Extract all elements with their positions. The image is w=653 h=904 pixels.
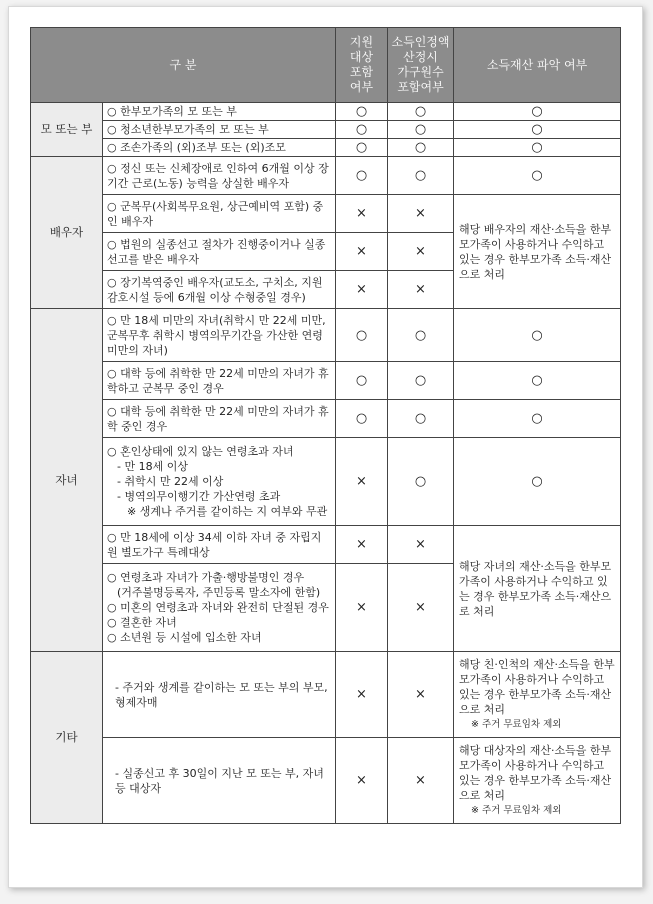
- sub-item: - 취학시 만 22세 이상: [117, 475, 224, 488]
- header-income: 소득인정액 산정시 가구원수 포함여부: [388, 28, 454, 103]
- sub-item: - 병역의무이행기간 가산연령 초과: [117, 490, 281, 503]
- header-support: 지원 대상 포함 여부: [336, 28, 388, 103]
- row-text: ○ 만 18세에 이상 34세 이하 자녀 중 자립지원 별도가구 특례대상: [103, 526, 336, 564]
- note-text: 해당 친·인척의 재산·소득을 한부모가족이 사용하거나 수익하고 있는 경우 한부모가족 소득·재산으로 처리: [459, 658, 615, 716]
- income-mark: ○: [388, 362, 454, 400]
- support-mark: ○: [336, 121, 388, 139]
- income-mark: ○: [388, 121, 454, 139]
- row-text: ○ 대학 등에 취학한 만 22세 미만의 자녀가 휴학 중인 경우: [103, 400, 336, 438]
- row-text: ○ 법원의 실종선고 절차가 진행중이거나 실종선고를 받은 배우자: [103, 233, 336, 271]
- table-row: [31, 139, 621, 157]
- sub-item: ○ 소년원 등 시설에 입소한 자녀: [107, 631, 262, 644]
- property-mark: ○: [454, 362, 621, 400]
- table-row: [31, 362, 621, 400]
- table-row: [31, 195, 621, 233]
- spouse-property-note: 해당 배우자의 재산·소득을 한부모가족이 사용하거나 수익하고 있는 경우 한부모가족 소득·재산으로 처리: [454, 195, 621, 309]
- table-row: [31, 400, 621, 438]
- table-row: [31, 309, 621, 362]
- support-mark: ×: [336, 195, 388, 233]
- row-text: ○ 한부모가족의 모 또는 부: [103, 103, 336, 121]
- row-text: ○ 대학 등에 취학한 만 22세 미만의 자녀가 휴학하고 군복무 중인 경우: [103, 362, 336, 400]
- support-mark: ×: [336, 271, 388, 309]
- support-mark: ×: [336, 652, 388, 738]
- table-row: [31, 157, 621, 195]
- income-mark: ○: [388, 157, 454, 195]
- income-mark: ○: [388, 309, 454, 362]
- header-category: 구 분: [31, 28, 336, 103]
- income-mark: ×: [388, 233, 454, 271]
- row-text: ○ 장기복역중인 배우자(교도소, 구치소, 지원 감호시설 등에 6개월 이상 수형중일 경우): [103, 271, 336, 309]
- income-mark: ○: [388, 139, 454, 157]
- support-mark: ○: [336, 157, 388, 195]
- support-mark: ○: [336, 309, 388, 362]
- support-mark: ×: [336, 233, 388, 271]
- sub-note: ※ 생계나 주거를 같이하는 지 여부와 무관: [127, 505, 328, 518]
- group-label-children: 자녀: [31, 309, 103, 652]
- income-mark: ×: [388, 738, 454, 824]
- row-text: ○ 군복무(사회복무요원, 상근예비역 포함) 중인 배우자: [103, 195, 336, 233]
- support-mark: ○: [336, 103, 388, 121]
- support-mark: ×: [336, 564, 388, 652]
- income-mark: ×: [388, 271, 454, 309]
- group-label-others: 기타: [31, 652, 103, 824]
- note-exception: ※ 주거 무료임차 제외: [471, 805, 562, 816]
- support-mark: ○: [336, 400, 388, 438]
- support-mark: ○: [336, 139, 388, 157]
- group-label-parent: 모 또는 부: [31, 103, 103, 157]
- income-mark: ○: [388, 438, 454, 526]
- support-mark: ×: [336, 438, 388, 526]
- row-text-block: [103, 438, 336, 526]
- table-row: [31, 438, 621, 526]
- income-mark: ○: [388, 103, 454, 121]
- property-mark: ○: [454, 438, 621, 526]
- row-text: ○ 연령초과 자녀가 가출·행방불명인 경우: [107, 571, 305, 584]
- row-text: ○ 조손가족의 (외)조부 또는 (외)조모: [103, 139, 336, 157]
- row-text: ○ 정신 또는 신체장애로 인하여 6개월 이상 장기간 근로(노동) 능력을 상실한 배우자: [103, 157, 336, 195]
- row-text-block: [103, 564, 336, 652]
- eligibility-table: [30, 27, 621, 824]
- property-mark: ○: [454, 121, 621, 139]
- sub-item: (거주불명등록자, 주민등록 말소자에 한함): [117, 586, 321, 599]
- income-mark: ×: [388, 564, 454, 652]
- income-mark: ×: [388, 195, 454, 233]
- table-row: [31, 652, 621, 738]
- note-exception: ※ 주거 무료임차 제외: [471, 719, 562, 730]
- note-text: 해당 대상자의 재산·소득을 한부모가족이 사용하거나 수익하고 있는 경우 한부모가족 소득·재산으로 처리: [459, 744, 612, 802]
- others-property-note: [454, 738, 621, 824]
- income-mark: ×: [388, 526, 454, 564]
- income-mark: ○: [388, 400, 454, 438]
- property-mark: ○: [454, 139, 621, 157]
- others-property-note: [454, 652, 621, 738]
- support-mark: ○: [336, 362, 388, 400]
- income-mark: ×: [388, 652, 454, 738]
- row-text: - 주거와 생계를 같이하는 모 또는 부의 부모, 형제자매: [103, 652, 336, 738]
- header-row: [31, 28, 621, 103]
- property-mark: ○: [454, 157, 621, 195]
- support-mark: ×: [336, 526, 388, 564]
- property-mark: ○: [454, 309, 621, 362]
- group-label-spouse: 배우자: [31, 157, 103, 309]
- table-row: [31, 103, 621, 121]
- row-text: ○ 청소년한부모가족의 모 또는 부: [103, 121, 336, 139]
- row-text: ○ 혼인상태에 있지 않는 연령초과 자녀: [107, 445, 294, 458]
- table-row: [31, 738, 621, 824]
- table-row: [31, 121, 621, 139]
- header-property: 소득재산 파악 여부: [454, 28, 621, 103]
- row-text: ○ 만 18세 미만의 자녀(취학시 만 22세 미만, 군복무후 취학시 병역의무기간을 가산한 연령미만의 자녀): [103, 309, 336, 362]
- sub-item: ○ 미혼의 연령초과 자녀와 완전히 단절된 경우: [107, 601, 329, 614]
- sub-item: ○ 결혼한 자녀: [107, 616, 177, 629]
- document-page: [8, 6, 643, 888]
- support-mark: ×: [336, 738, 388, 824]
- table-row: [31, 526, 621, 564]
- row-text: - 실종신고 후 30일이 지난 모 또는 부, 자녀 등 대상자: [103, 738, 336, 824]
- sub-item: - 만 18세 이상: [117, 460, 188, 473]
- children-property-note: 해당 자녀의 재산·소득을 한부모가족이 사용하거나 수익하고 있는 경우 한부모가족 소득·재산으로 처리: [454, 526, 621, 652]
- property-mark: ○: [454, 400, 621, 438]
- property-mark: ○: [454, 103, 621, 121]
